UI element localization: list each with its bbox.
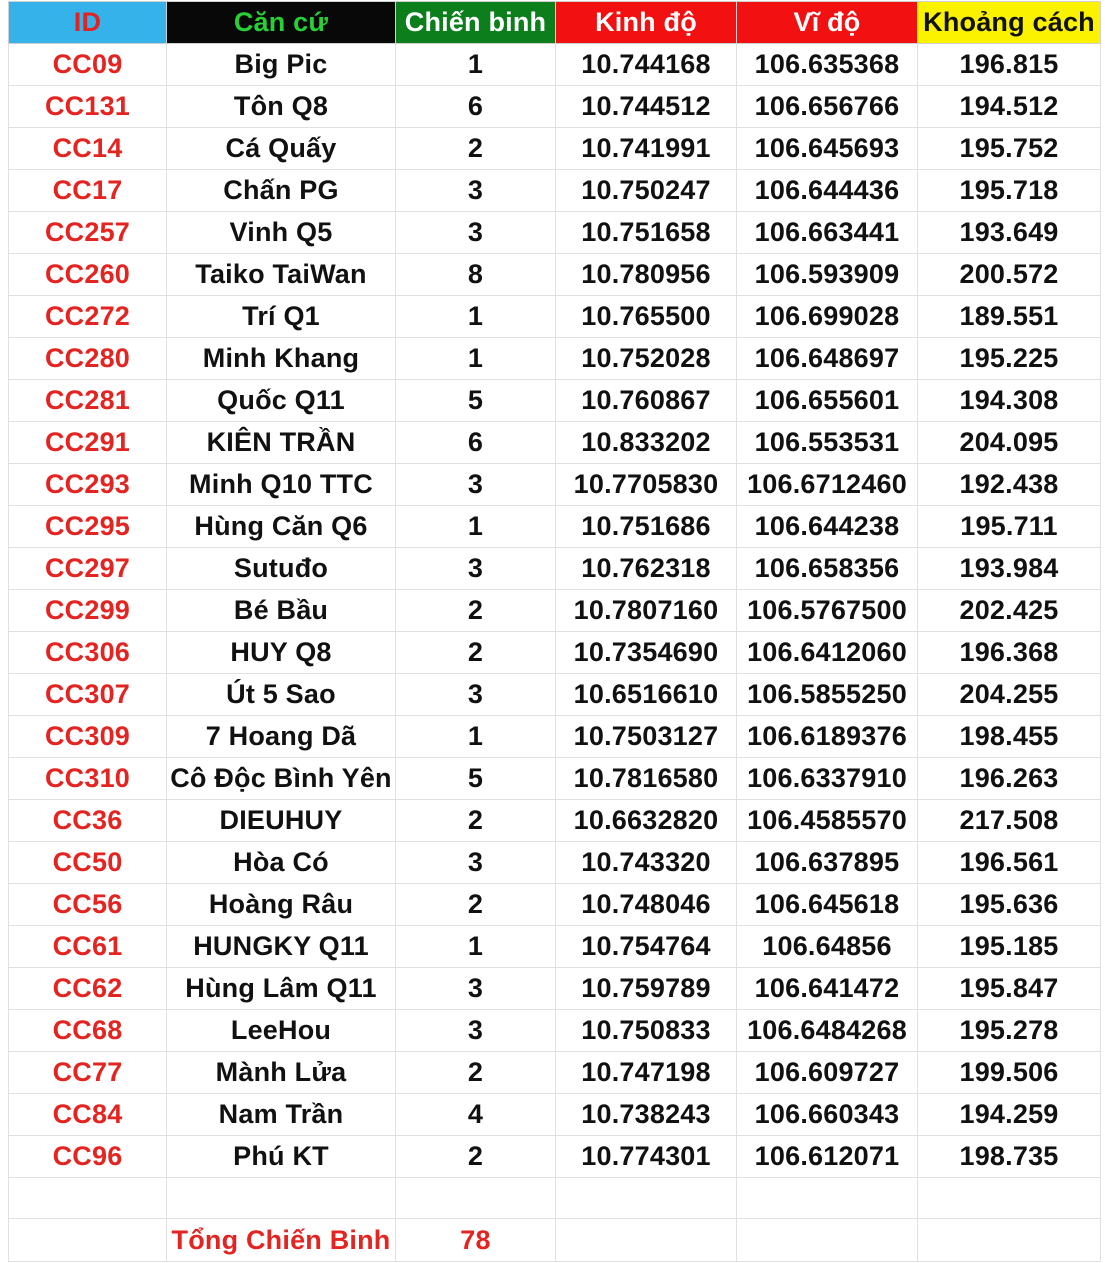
cell-latitude[interactable]: 10.6632820 (556, 800, 737, 842)
cell-latitude[interactable]: 10.765500 (556, 296, 737, 338)
table-row (9, 128, 1101, 170)
cell-latitude[interactable]: 10.7503127 (556, 716, 737, 758)
cell-warriors[interactable]: 2 (396, 128, 556, 170)
cell-longitude[interactable]: 106.6712460 (737, 464, 918, 506)
cell-base[interactable]: KIÊN TRẦN (167, 422, 396, 464)
cell-distance[interactable]: 198.455 (918, 716, 1101, 758)
cell-latitude[interactable]: 10.747198 (556, 1052, 737, 1094)
table-row (9, 1010, 1101, 1052)
cell-warriors[interactable]: 1 (396, 716, 556, 758)
table-row (9, 254, 1101, 296)
cell-longitude[interactable]: 106.663441 (737, 212, 918, 254)
table-row (9, 212, 1101, 254)
cell-distance[interactable]: 196.561 (918, 842, 1101, 884)
table-row (9, 632, 1101, 674)
cell-id[interactable]: CC257 (9, 212, 167, 254)
header-longitude[interactable]: Vĩ độ (737, 2, 918, 44)
cell-warriors[interactable]: 1 (396, 926, 556, 968)
blank-cell[interactable] (167, 1178, 396, 1219)
cell-latitude[interactable]: 10.750833 (556, 1010, 737, 1052)
cell-distance[interactable]: 204.255 (918, 674, 1101, 716)
table-row (9, 338, 1101, 380)
cell-id[interactable]: CC291 (9, 422, 167, 464)
cell-distance[interactable]: 192.438 (918, 464, 1101, 506)
cell-distance[interactable]: 195.636 (918, 884, 1101, 926)
table-row (9, 800, 1101, 842)
cell-warriors[interactable]: 3 (396, 170, 556, 212)
cell-longitude[interactable]: 106.645618 (737, 884, 918, 926)
cell-base[interactable]: Hoàng Râu (167, 884, 396, 926)
cell-distance[interactable]: 204.095 (918, 422, 1101, 464)
table-row (9, 1136, 1101, 1178)
table-row (9, 884, 1101, 926)
cell-distance[interactable]: 193.649 (918, 212, 1101, 254)
cell-latitude[interactable]: 10.741991 (556, 128, 737, 170)
cell-warriors[interactable]: 2 (396, 632, 556, 674)
cell-longitude[interactable]: 106.641472 (737, 968, 918, 1010)
header-latitude[interactable]: Kinh độ (556, 2, 737, 44)
cell-longitude[interactable]: 106.6337910 (737, 758, 918, 800)
cell-base[interactable]: Hùng Căn Q6 (167, 506, 396, 548)
cell-id[interactable]: CC131 (9, 86, 167, 128)
cell-base[interactable]: Hòa Có (167, 842, 396, 884)
cell-latitude[interactable]: 10.751686 (556, 506, 737, 548)
table-row (9, 170, 1101, 212)
table-row (9, 464, 1101, 506)
cell-base[interactable]: Phú KT (167, 1136, 396, 1178)
cell-id[interactable]: CC310 (9, 758, 167, 800)
table-row (9, 968, 1101, 1010)
cell-id[interactable]: CC295 (9, 506, 167, 548)
cell-warriors[interactable]: 2 (396, 800, 556, 842)
cell-id[interactable]: CC61 (9, 926, 167, 968)
header-row (9, 2, 1101, 44)
cell-id[interactable]: CC299 (9, 590, 167, 632)
table-row (9, 422, 1101, 464)
cell-latitude[interactable]: 10.754764 (556, 926, 737, 968)
cell-id[interactable]: CC36 (9, 800, 167, 842)
cell-longitude[interactable]: 106.658356 (737, 548, 918, 590)
cell-latitude[interactable]: 10.774301 (556, 1136, 737, 1178)
cell-id[interactable]: CC260 (9, 254, 167, 296)
cell-latitude[interactable]: 10.7705830 (556, 464, 737, 506)
cell-distance[interactable]: 195.278 (918, 1010, 1101, 1052)
table-row (9, 44, 1101, 86)
total-label[interactable]: Tổng Chiến Binh (167, 1219, 396, 1262)
cell-latitude[interactable]: 10.762318 (556, 548, 737, 590)
cell-warriors[interactable]: 1 (396, 296, 556, 338)
blank-cell[interactable] (556, 1219, 737, 1262)
blank-cell[interactable] (737, 1178, 918, 1219)
header-warriors[interactable]: Chiến binh (396, 2, 556, 44)
cell-distance[interactable]: 194.308 (918, 380, 1101, 422)
table-row (9, 842, 1101, 884)
cell-longitude[interactable]: 106.5767500 (737, 590, 918, 632)
cell-id[interactable]: CC14 (9, 128, 167, 170)
table-row (9, 926, 1101, 968)
cell-id[interactable]: CC09 (9, 44, 167, 86)
cell-distance[interactable]: 196.368 (918, 632, 1101, 674)
cell-longitude[interactable]: 106.609727 (737, 1052, 918, 1094)
cell-warriors[interactable]: 6 (396, 86, 556, 128)
cell-warriors[interactable]: 6 (396, 422, 556, 464)
cell-warriors[interactable]: 8 (396, 254, 556, 296)
cell-warriors[interactable]: 3 (396, 842, 556, 884)
cell-base[interactable]: DIEUHUY (167, 800, 396, 842)
cell-warriors[interactable]: 3 (396, 548, 556, 590)
cell-base[interactable]: Hùng Lâm Q11 (167, 968, 396, 1010)
cell-base[interactable]: Minh Q10 TTC (167, 464, 396, 506)
cell-id[interactable]: CC62 (9, 968, 167, 1010)
cell-base[interactable]: Cá Quấy (167, 128, 396, 170)
cell-distance[interactable]: 200.572 (918, 254, 1101, 296)
cell-distance[interactable]: 193.984 (918, 548, 1101, 590)
cell-longitude[interactable]: 106.644436 (737, 170, 918, 212)
cell-distance[interactable]: 194.259 (918, 1094, 1101, 1136)
cell-distance[interactable]: 196.263 (918, 758, 1101, 800)
blank-row (9, 1178, 1101, 1219)
cell-longitude[interactable]: 106.644238 (737, 506, 918, 548)
cell-warriors[interactable]: 2 (396, 1136, 556, 1178)
spreadsheet-table (8, 1, 1101, 1262)
cell-id[interactable]: CC17 (9, 170, 167, 212)
cell-base[interactable]: HUY Q8 (167, 632, 396, 674)
cell-longitude[interactable]: 106.645693 (737, 128, 918, 170)
cell-distance[interactable]: 198.735 (918, 1136, 1101, 1178)
cell-warriors[interactable]: 5 (396, 758, 556, 800)
cell-warriors[interactable]: 1 (396, 44, 556, 86)
cell-latitude[interactable]: 10.738243 (556, 1094, 737, 1136)
cell-warriors[interactable]: 3 (396, 968, 556, 1010)
table-row (9, 86, 1101, 128)
cell-latitude[interactable]: 10.780956 (556, 254, 737, 296)
cell-longitude[interactable]: 106.64856 (737, 926, 918, 968)
cell-warriors[interactable]: 4 (396, 1094, 556, 1136)
cell-warriors[interactable]: 3 (396, 1010, 556, 1052)
cell-base[interactable]: HUNGKY Q11 (167, 926, 396, 968)
total-row (9, 1219, 1101, 1262)
table-row (9, 1052, 1101, 1094)
table-row (9, 758, 1101, 800)
cell-id[interactable]: CC281 (9, 380, 167, 422)
cell-latitude[interactable]: 10.7807160 (556, 590, 737, 632)
cell-distance[interactable]: 195.718 (918, 170, 1101, 212)
cell-distance[interactable]: 189.551 (918, 296, 1101, 338)
cell-warriors[interactable]: 1 (396, 338, 556, 380)
cell-latitude[interactable]: 10.7816580 (556, 758, 737, 800)
table-row (9, 1094, 1101, 1136)
cell-base[interactable]: Big Pic (167, 44, 396, 86)
cell-base[interactable]: Minh Khang (167, 338, 396, 380)
cell-latitude[interactable]: 10.744512 (556, 86, 737, 128)
cell-longitude[interactable]: 106.6484268 (737, 1010, 918, 1052)
blank-cell[interactable] (737, 1219, 918, 1262)
cell-latitude[interactable]: 10.6516610 (556, 674, 737, 716)
cell-id[interactable]: CC84 (9, 1094, 167, 1136)
cell-id[interactable]: CC272 (9, 296, 167, 338)
cell-longitude[interactable]: 106.5855250 (737, 674, 918, 716)
cell-base[interactable]: Taiko TaiWan (167, 254, 396, 296)
cell-latitude[interactable]: 10.752028 (556, 338, 737, 380)
blank-cell[interactable] (918, 1178, 1101, 1219)
cell-longitude[interactable]: 106.699028 (737, 296, 918, 338)
cell-id[interactable]: CC293 (9, 464, 167, 506)
cell-warriors[interactable]: 2 (396, 884, 556, 926)
cell-distance[interactable]: 195.711 (918, 506, 1101, 548)
cell-latitude[interactable]: 10.759789 (556, 968, 737, 1010)
cell-id[interactable]: CC309 (9, 716, 167, 758)
cell-distance[interactable]: 196.815 (918, 44, 1101, 86)
cell-distance[interactable]: 199.506 (918, 1052, 1101, 1094)
cell-latitude[interactable]: 10.750247 (556, 170, 737, 212)
cell-warriors[interactable]: 1 (396, 506, 556, 548)
cell-base[interactable]: Sutuđo (167, 548, 396, 590)
cell-id[interactable]: CC77 (9, 1052, 167, 1094)
cell-latitude[interactable]: 10.751658 (556, 212, 737, 254)
cell-id[interactable]: CC306 (9, 632, 167, 674)
cell-base[interactable]: Chấn PG (167, 170, 396, 212)
blank-cell[interactable] (556, 1178, 737, 1219)
cell-warriors[interactable]: 3 (396, 464, 556, 506)
cell-id[interactable]: CC56 (9, 884, 167, 926)
cell-longitude[interactable]: 106.655601 (737, 380, 918, 422)
cell-longitude[interactable]: 106.593909 (737, 254, 918, 296)
cell-base[interactable]: LeeHou (167, 1010, 396, 1052)
cell-longitude[interactable]: 106.6412060 (737, 632, 918, 674)
blank-cell[interactable] (9, 1219, 167, 1262)
cell-distance[interactable]: 217.508 (918, 800, 1101, 842)
table-row (9, 674, 1101, 716)
cell-latitude[interactable]: 10.7354690 (556, 632, 737, 674)
cell-distance[interactable]: 195.225 (918, 338, 1101, 380)
table-body (9, 44, 1101, 1178)
table-row (9, 296, 1101, 338)
cell-distance[interactable]: 202.425 (918, 590, 1101, 632)
cell-base[interactable]: Quốc Q11 (167, 380, 396, 422)
cell-warriors[interactable]: 2 (396, 590, 556, 632)
table-row (9, 506, 1101, 548)
cell-id[interactable]: CC297 (9, 548, 167, 590)
cell-longitude[interactable]: 106.553531 (737, 422, 918, 464)
table-row (9, 716, 1101, 758)
cell-longitude[interactable]: 106.635368 (737, 44, 918, 86)
cell-distance[interactable]: 194.512 (918, 86, 1101, 128)
cell-latitude[interactable]: 10.760867 (556, 380, 737, 422)
cell-base[interactable]: Vinh Q5 (167, 212, 396, 254)
cell-base[interactable]: Út 5 Sao (167, 674, 396, 716)
cell-base[interactable]: 7 Hoang Dã (167, 716, 396, 758)
cell-warriors[interactable]: 2 (396, 1052, 556, 1094)
cell-latitude[interactable]: 10.743320 (556, 842, 737, 884)
cell-base[interactable]: Trí Q1 (167, 296, 396, 338)
header-distance[interactable]: Khoảng cách (918, 2, 1101, 44)
cell-longitude[interactable]: 106.4585570 (737, 800, 918, 842)
cell-warriors[interactable]: 5 (396, 380, 556, 422)
cell-base[interactable]: Nam Trần (167, 1094, 396, 1136)
cell-longitude[interactable]: 106.660343 (737, 1094, 918, 1136)
cell-longitude[interactable]: 106.612071 (737, 1136, 918, 1178)
cell-latitude[interactable]: 10.744168 (556, 44, 737, 86)
total-value[interactable]: 78 (396, 1219, 556, 1262)
table-row (9, 590, 1101, 632)
blank-cell[interactable] (9, 1178, 167, 1219)
cell-id[interactable]: CC280 (9, 338, 167, 380)
cell-id[interactable]: CC307 (9, 674, 167, 716)
cell-id[interactable]: CC96 (9, 1136, 167, 1178)
cell-latitude[interactable]: 10.833202 (556, 422, 737, 464)
table-row (9, 548, 1101, 590)
cell-distance[interactable]: 195.185 (918, 926, 1101, 968)
cell-distance[interactable]: 195.847 (918, 968, 1101, 1010)
blank-cell[interactable] (396, 1178, 556, 1219)
cell-base[interactable]: Tôn Q8 (167, 86, 396, 128)
cell-id[interactable]: CC50 (9, 842, 167, 884)
cell-id[interactable]: CC68 (9, 1010, 167, 1052)
cell-base[interactable]: Cô Độc Bình Yên (167, 758, 396, 800)
header-base[interactable]: Căn cứ (167, 2, 396, 44)
cell-longitude[interactable]: 106.656766 (737, 86, 918, 128)
cell-longitude[interactable]: 106.6189376 (737, 716, 918, 758)
cell-base[interactable]: Mành Lửa (167, 1052, 396, 1094)
cell-longitude[interactable]: 106.648697 (737, 338, 918, 380)
cell-warriors[interactable]: 3 (396, 212, 556, 254)
blank-cell[interactable] (918, 1219, 1101, 1262)
header-id[interactable]: ID (9, 2, 167, 44)
table-row (9, 380, 1101, 422)
cell-distance[interactable]: 195.752 (918, 128, 1101, 170)
cell-base[interactable]: Bé Bầu (167, 590, 396, 632)
cell-warriors[interactable]: 3 (396, 674, 556, 716)
cell-longitude[interactable]: 106.637895 (737, 842, 918, 884)
cell-latitude[interactable]: 10.748046 (556, 884, 737, 926)
